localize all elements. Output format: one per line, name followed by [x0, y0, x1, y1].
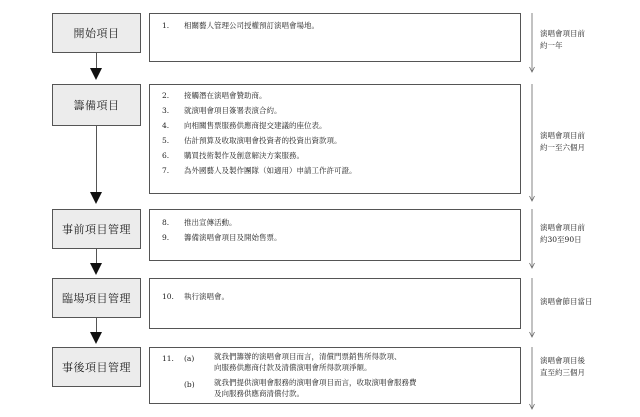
step-item [162, 18, 520, 33]
step-number: 11. [162, 354, 174, 363]
step-text: 為外國藝人及製作團隊（如適用）申請工作許可證。 [184, 166, 357, 175]
substep-letter: (a) [184, 354, 195, 363]
timing-start [540, 28, 640, 52]
timeline-arrow-post-event [528, 347, 536, 410]
substep-item [162, 377, 520, 399]
timeline-arrow-preparation [528, 84, 536, 202]
timing-line: 直至約三個月 [540, 368, 585, 377]
timing-post-event [540, 355, 640, 379]
step-item [162, 289, 520, 304]
stage-label: 籌備項目 [73, 99, 120, 112]
timing-line: 演唱會項目前 [540, 131, 585, 140]
step-text: 就演唱會項目簽署表演合約。 [184, 106, 282, 115]
step-number: 8. [162, 218, 170, 227]
step-text: 執行演唱會。 [184, 292, 229, 301]
down-arrow-icon [90, 332, 102, 344]
step-text: 估計預算及收取演唱會投資者的投資出資款項。 [184, 136, 342, 145]
stage-label: 事後項目管理 [62, 361, 131, 374]
step-text: 向相關售票服務供應商提交建議的座位表。 [184, 121, 327, 130]
step-number: 6. [162, 151, 170, 160]
timing-line: 演唱會項目後 [540, 356, 585, 365]
timing-pre-event [540, 222, 640, 246]
timeline-arrow-start [528, 13, 536, 73]
timeline-arrow-on-site [528, 278, 536, 338]
step-text: 相關藝人管理公司授權預訂演唱會場地。 [184, 21, 319, 30]
substep-text: 及向服務供應商清償付款。 [214, 389, 304, 398]
connector-line [96, 318, 97, 332]
substep-item [162, 351, 520, 373]
connector-line [96, 126, 97, 192]
step-item [162, 103, 520, 118]
stage-box-post-event [52, 347, 141, 387]
detail-box-start [149, 13, 521, 62]
stage-box-preparation [52, 84, 141, 126]
substep-text: 向服務供應商付款及清償演唱會所得款項淨額。 [214, 363, 372, 372]
timing-line: 約一年 [540, 41, 563, 50]
detail-box-preparation [149, 84, 521, 194]
step-item [162, 118, 520, 133]
step-number: 5. [162, 136, 170, 145]
step-number: 7. [162, 166, 170, 175]
substep-letter: (b) [184, 380, 195, 389]
step-text: 購買技術製作及創意解決方案服務。 [184, 151, 304, 160]
connector-line [96, 249, 97, 263]
step-number: 4. [162, 121, 170, 130]
timing-line: 約一至六個月 [540, 143, 585, 152]
substep-text: 就我們籌辦的演唱會項目而言，清償門票銷售所得款項、 [214, 352, 402, 361]
timing-preparation [540, 130, 640, 154]
detail-box-post-event [149, 347, 521, 404]
stage-label: 事前項目管理 [62, 223, 131, 236]
down-arrow-icon [90, 68, 102, 80]
connector-line [96, 53, 97, 68]
down-arrow-icon [90, 263, 102, 275]
stage-box-on-site [52, 278, 141, 318]
substep-text: 就我們提供演唱會服務的演唱會項目而言，收取演唱會服務費 [214, 378, 417, 387]
timing-line: 演唱會節目當日 [540, 297, 593, 306]
step-number: 10. [162, 292, 174, 301]
step-item [162, 215, 520, 230]
step-item [162, 230, 520, 245]
step-text: 接觸潛在演唱會贊助商。 [184, 91, 267, 100]
step-number: 2. [162, 91, 170, 100]
timing-on-site [540, 296, 640, 308]
detail-box-pre-event [149, 209, 521, 261]
step-item [162, 88, 520, 103]
down-arrow-icon [90, 192, 102, 204]
detail-box-on-site [149, 278, 521, 329]
stage-box-start [52, 13, 141, 53]
stage-label: 臨場項目管理 [62, 292, 131, 305]
step-item [162, 148, 520, 163]
step-text: 推出宣傳活動。 [184, 218, 237, 227]
stage-box-pre-event [52, 209, 141, 249]
step-item [162, 133, 520, 148]
timing-line: 演唱會項目前 [540, 29, 585, 38]
stage-label: 開始項目 [73, 27, 120, 40]
timing-line: 約30至90日 [540, 235, 582, 244]
step-text: 籌備演唱會項目及開始售票。 [184, 233, 282, 242]
timeline-arrow-pre-event [528, 209, 536, 269]
step-number: 9. [162, 233, 170, 242]
step-number: 1. [162, 21, 170, 30]
timing-line: 演唱會項目前 [540, 223, 585, 232]
step-item [162, 163, 520, 178]
step-number: 3. [162, 106, 170, 115]
